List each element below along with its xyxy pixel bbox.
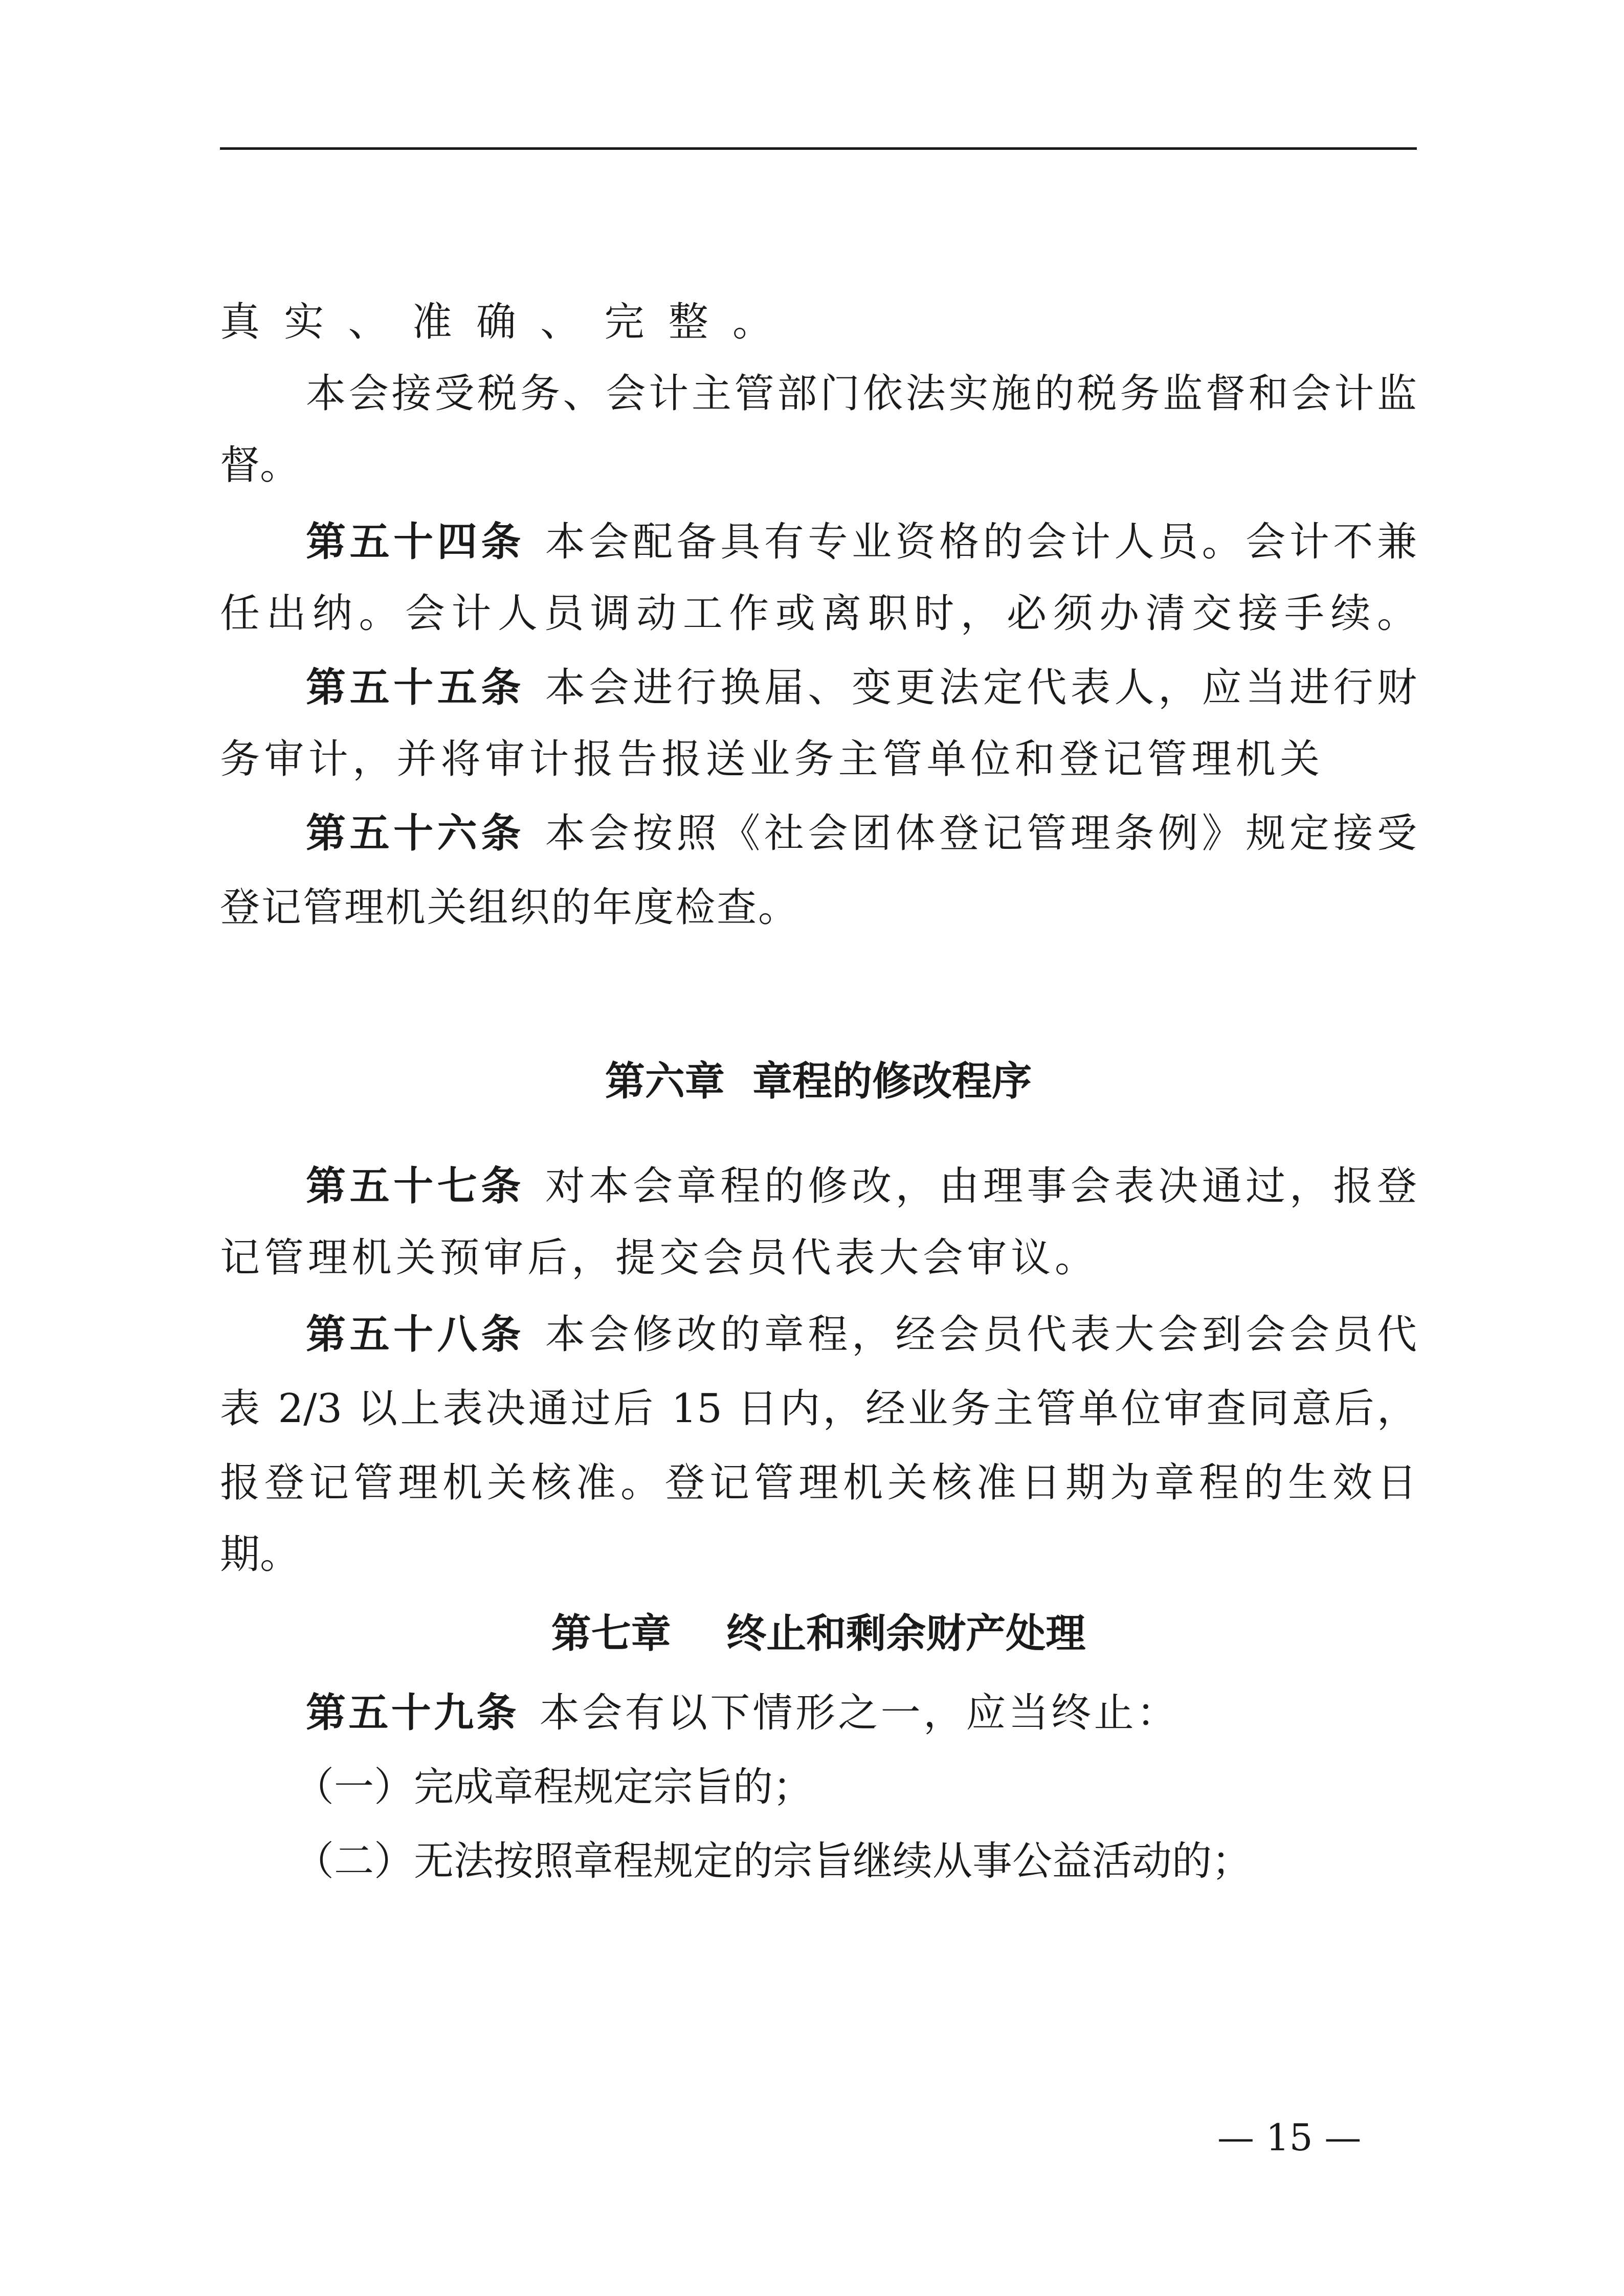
body-line: 报登记管理机关核准。登记管理机关核准日期为章程的生效日 — [220, 1460, 1417, 1506]
article-57-line-1 — [220, 1158, 1417, 1214]
body-line: 记管理机关预审后，提交会员代表大会审议。 — [220, 1235, 1095, 1281]
list-item: （二）无法按照章程规定的宗旨继续从事公益活动的； — [294, 1838, 1252, 1884]
page-number: — 15 — — [1217, 2116, 1362, 2159]
article-text: 本会进行换届、变更法定代表人，应当进行财 — [545, 665, 1417, 711]
body-line: 登记管理机关组织的年度检查。 — [220, 885, 798, 931]
article-text: 对本会章程的修改，由理事会表决通过，报登 — [545, 1163, 1417, 1209]
article-text: 本会有以下情形之一，应当终止： — [539, 1690, 1176, 1736]
article-label: 第五十七条 — [306, 1163, 525, 1209]
body-line: 表 2/3 以上表决通过后 15 日内，经业务主管单位审查同意后， — [220, 1386, 1417, 1432]
article-59-line-1 — [220, 1685, 1176, 1741]
body-line: 督。 — [220, 442, 300, 488]
list-item: （一）完成章程规定宗旨的； — [294, 1764, 813, 1810]
article-label: 第五十六条 — [306, 811, 525, 857]
article-label: 第五十八条 — [306, 1312, 525, 1358]
body-line: 务审计，并将审计报告报送业务主管单位和登记管理机关 — [220, 736, 1320, 782]
body-line: 期。 — [220, 1532, 300, 1578]
article-label: 第五十九条 — [306, 1690, 519, 1736]
body-line: 本会接受税务、会计主管部门依法实施的税务监督和会计监 — [306, 371, 1417, 417]
article-text: 本会配备具有专业资格的会计人员。会计不兼 — [545, 519, 1417, 565]
article-text: 本会修改的章程，经会员代表大会到会会员代 — [545, 1312, 1417, 1358]
body-line: 任出纳。会计人员调动工作或离职时，必须办清交接手续。 — [220, 591, 1417, 637]
chapter-6-heading: 第六章 章程的修改程序 — [605, 1059, 1032, 1105]
article-text: 本会按照《社会团体登记管理条例》规定接受 — [545, 811, 1417, 857]
article-label: 第五十四条 — [306, 519, 525, 565]
article-54-line-1 — [220, 514, 1417, 570]
article-label: 第五十五条 — [306, 665, 525, 711]
chapter-7-heading: 第七章 终止和剩余财产处理 — [551, 1611, 1086, 1657]
body-line: 真实、准确、完整。 — [220, 299, 772, 345]
article-55-line-1 — [220, 660, 1417, 716]
article-56-line-1 — [220, 805, 1417, 862]
article-58-line-1 — [220, 1307, 1417, 1363]
header-rule — [220, 147, 1417, 150]
